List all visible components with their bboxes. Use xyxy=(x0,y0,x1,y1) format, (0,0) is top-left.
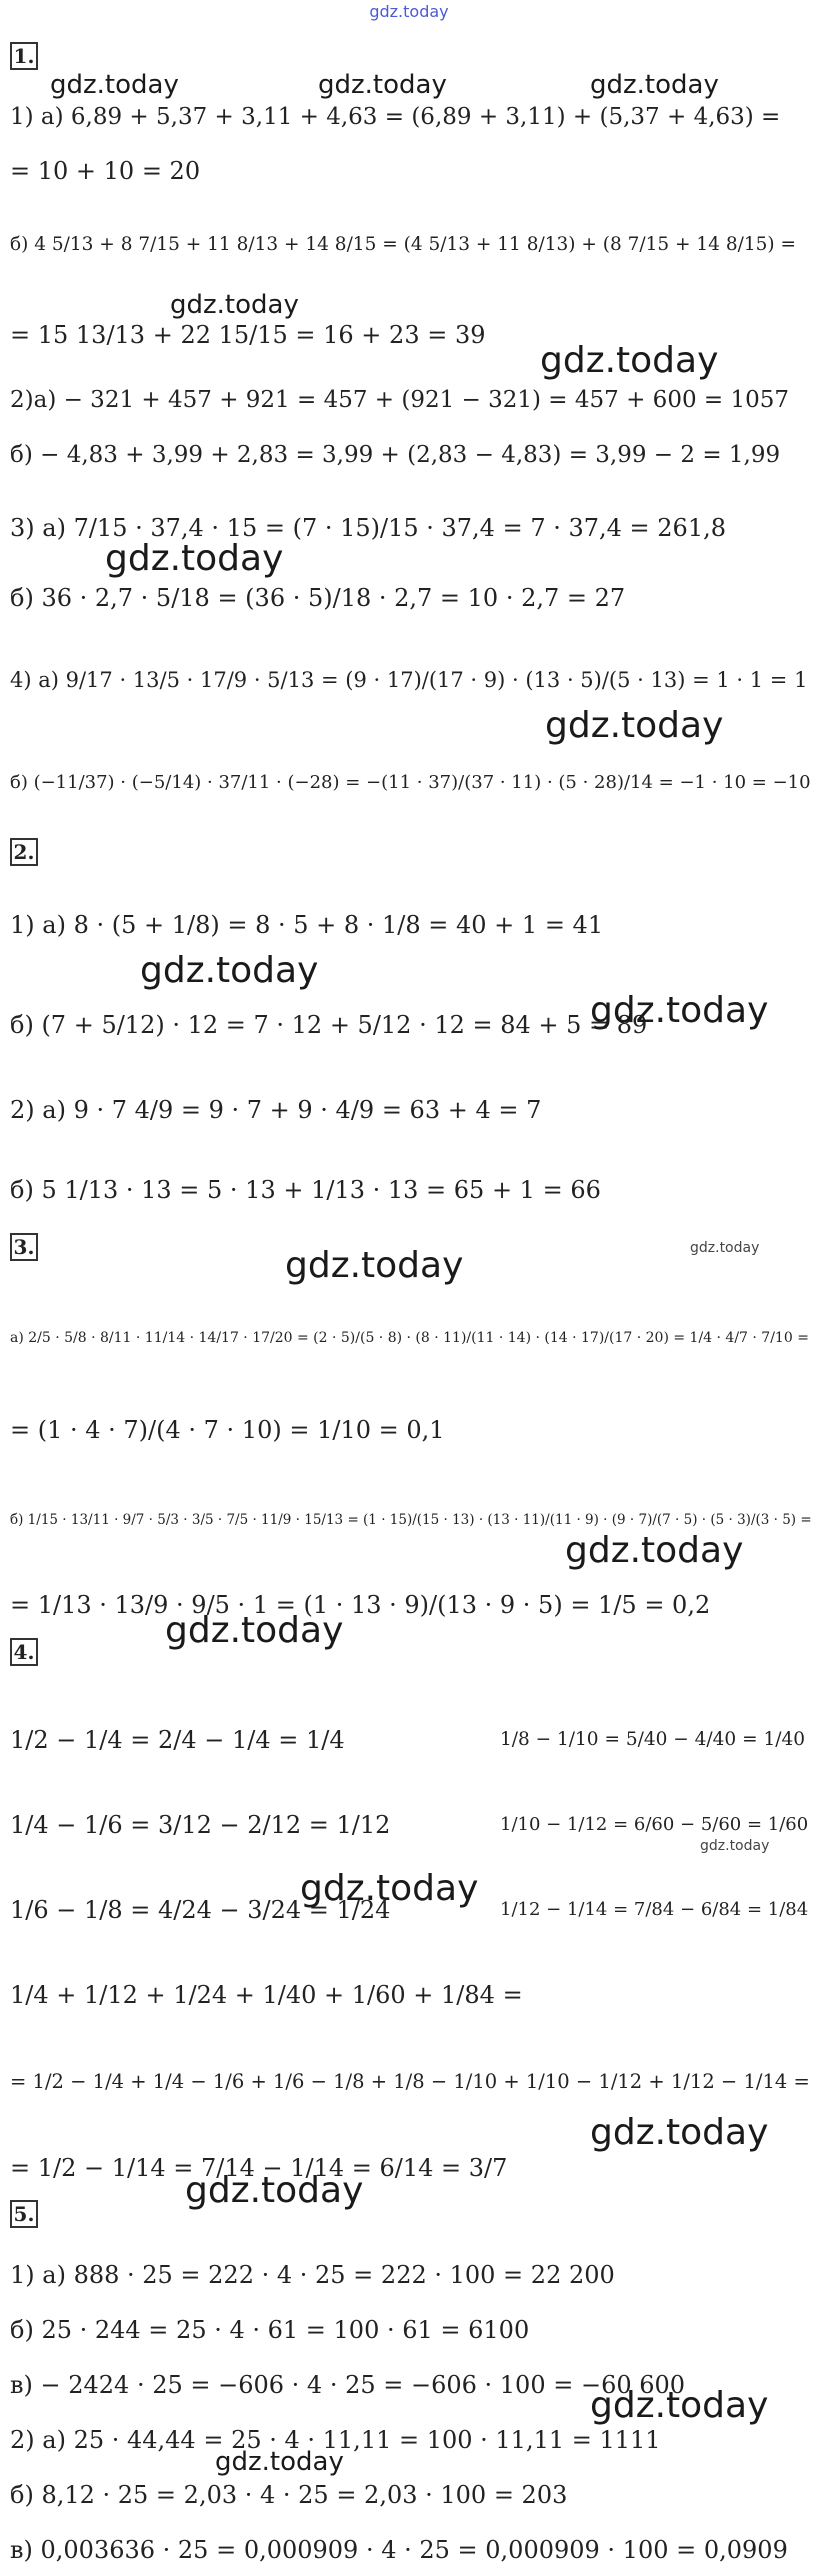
line-5-2: б) 25 · 244 = 25 · 4 · 61 = 100 · 61 = 6100 xyxy=(10,2316,530,2344)
line-4-left-3: 1/6 − 1/8 = 4/24 − 3/24 = 1/24 xyxy=(10,1896,391,1924)
line-4-3: = 1/2 − 1/14 = 7/14 − 1/14 = 6/14 = 3/7 xyxy=(10,2154,508,2182)
line-3-2: = (1 · 4 · 7)/(4 · 7 · 10) = 1/10 = 0,1 xyxy=(10,1416,445,1444)
watermark: gdz.today xyxy=(590,2112,769,2153)
line-5-1: 1) а) 888 · 25 = 222 · 4 · 25 = 222 · 100 = 22 200 xyxy=(10,2261,615,2289)
watermark: gdz.today xyxy=(540,340,719,381)
section-3-label: 3. xyxy=(10,1233,38,1261)
line-1-4: = 15 13/13 + 22 15/15 = 16 + 23 = 39 xyxy=(10,321,486,349)
watermark: gdz.today xyxy=(690,1240,760,1256)
line-3-4: = 1/13 · 13/9 · 9/5 · 1 = (1 · 13 · 9)/(13 · 9 · 5) = 1/5 = 0,2 xyxy=(10,1591,711,1619)
section-4-label: 4. xyxy=(10,1638,38,1666)
line-4-left-1: 1/2 − 1/4 = 2/4 − 1/4 = 1/4 xyxy=(10,1726,345,1754)
line-4-left-2: 1/4 − 1/6 = 3/12 − 2/12 = 1/12 xyxy=(10,1811,391,1839)
watermark: gdz.today xyxy=(105,538,284,579)
watermark: gdz.today xyxy=(50,70,179,100)
line-1-1: 1) а) 6,89 + 5,37 + 3,11 + 4,63 = (6,89 + 3,11) + (5,37 + 4,63) = xyxy=(10,104,781,130)
line-4-right-3: 1/12 − 1/14 = 7/84 − 6/84 = 1/84 xyxy=(500,1899,809,1920)
line-3-1: а) 2/5 · 5/8 · 8/11 · 11/14 · 14/17 · 17/20 = (2 · 5)/(5 · 8) · (8 · 11)/(11 · 14) · (14 · 17)/(17 · 20) = 1/4 · 4/7 · 7/10 = xyxy=(10,1330,809,1346)
line-1-8: б) 36 · 2,7 · 5/18 = (36 · 5)/18 · 2,7 = 10 · 2,7 = 27 xyxy=(10,584,626,612)
watermark: gdz.today xyxy=(318,70,447,100)
watermark: gdz.today xyxy=(590,2385,769,2426)
watermark: gdz.today xyxy=(285,1245,464,1286)
section-1-label: 1. xyxy=(10,42,38,70)
line-4-2: = 1/2 − 1/4 + 1/4 − 1/6 + 1/6 − 1/8 + 1/8 − 1/10 + 1/10 − 1/12 + 1/12 − 1/14 = xyxy=(10,2070,810,2093)
watermark: gdz.today xyxy=(590,990,769,1031)
line-3-3: б) 1/15 · 13/11 · 9/7 · 5/3 · 3/5 · 7/5 · 11/9 · 15/13 = (1 · 15)/(15 · 13) · (13 · 11)/(11 · 9) · (9 · 7)/(7 · 5) · (5 · 3)/(3 · 5) = xyxy=(10,1512,812,1528)
line-2-1: 1) а) 8 · (5 + 1/8) = 8 · 5 + 8 · 1/8 = 40 + 1 = 41 xyxy=(10,911,604,939)
line-2-3: 2) а) 9 · 7 4/9 = 9 · 7 + 9 · 4/9 = 63 + 4 = 7 xyxy=(10,1096,542,1124)
line-2-2: б) (7 + 5/12) · 12 = 7 · 12 + 5/12 · 12 = 84 + 5 = 89 xyxy=(10,1011,648,1039)
line-4-right-2: 1/10 − 1/12 = 6/60 − 5/60 = 1/60 xyxy=(500,1814,809,1835)
line-1-10: б) (−11/37) · (−5/14) · 37/11 · (−28) = −(11 · 37)/(37 · 11) · (5 · 28)/14 = −1 · 10 = −10 xyxy=(10,772,811,793)
watermark: gdz.today xyxy=(590,70,719,100)
watermark: gdz.today xyxy=(565,1530,744,1571)
watermark: gdz.today xyxy=(545,705,724,746)
section-5-label: 5. xyxy=(10,2200,38,2228)
watermark: gdz.today xyxy=(215,2447,344,2477)
watermark: gdz.today xyxy=(700,1838,770,1854)
line-1-5: 2)а) − 321 + 457 + 921 = 457 + (921 − 321) = 457 + 600 = 1057 xyxy=(10,387,790,413)
line-4-right-1: 1/8 − 1/10 = 5/40 − 4/40 = 1/40 xyxy=(500,1729,805,1750)
site-header: gdz.today xyxy=(369,2,449,21)
line-1-9: 4) а) 9/17 · 13/5 · 17/9 · 5/13 = (9 · 17)/(17 · 9) · (13 · 5)/(5 · 13) = 1 · 1 = 1 xyxy=(10,668,808,692)
line-1-3: б) 4 5/13 + 8 7/15 + 11 8/13 + 14 8/15 = (4 5/13 + 11 8/13) + (8 7/15 + 14 8/15) = xyxy=(10,234,796,255)
section-2-label: 2. xyxy=(10,838,38,866)
line-5-5: б) 8,12 · 25 = 2,03 · 4 · 25 = 2,03 · 100 = 203 xyxy=(10,2481,568,2509)
line-1-7: 3) а) 7/15 · 37,4 · 15 = (7 · 15)/15 · 37,4 = 7 · 37,4 = 261,8 xyxy=(10,514,726,542)
line-5-4: 2) а) 25 · 44,44 = 25 · 4 · 11,11 = 100 · 11,11 = 1111 xyxy=(10,2426,661,2454)
watermark: gdz.today xyxy=(170,290,299,320)
line-4-1: 1/4 + 1/12 + 1/24 + 1/40 + 1/60 + 1/84 = xyxy=(10,1981,523,2009)
line-5-6: в) 0,003636 · 25 = 0,000909 · 4 · 25 = 0,000909 · 100 = 0,0909 xyxy=(10,2536,788,2564)
watermark: gdz.today xyxy=(185,2170,364,2211)
watermark: gdz.today xyxy=(165,1610,344,1651)
line-5-3: в) − 2424 · 25 = −606 · 4 · 25 = −606 · 100 = −60 600 xyxy=(10,2371,686,2399)
line-2-4: б) 5 1/13 · 13 = 5 · 13 + 1/13 · 13 = 65 + 1 = 66 xyxy=(10,1176,601,1204)
line-1-2: = 10 + 10 = 20 xyxy=(10,157,201,185)
watermark: gdz.today xyxy=(140,950,319,991)
watermark: gdz.today xyxy=(300,1868,479,1909)
line-1-6: б) − 4,83 + 3,99 + 2,83 = 3,99 + (2,83 − 4,83) = 3,99 − 2 = 1,99 xyxy=(10,442,781,468)
